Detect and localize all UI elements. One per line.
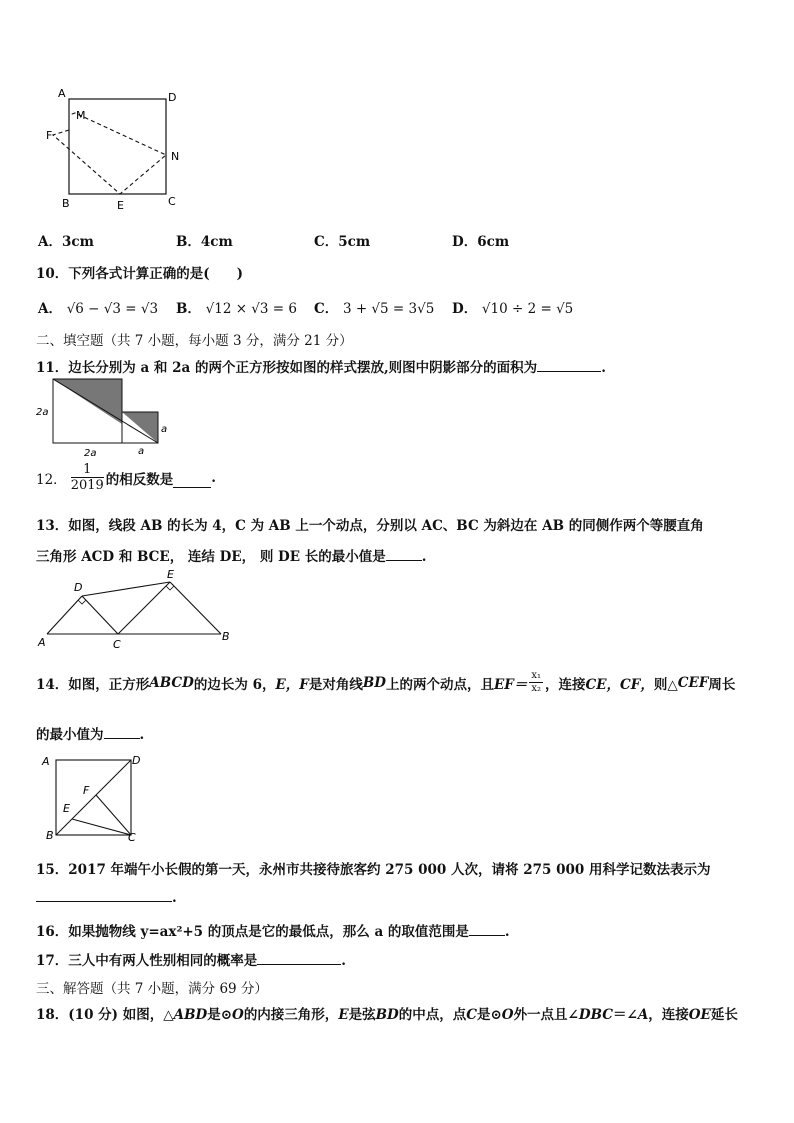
q10-option-a[interactable] bbox=[38, 297, 158, 317]
q12-number: 12． bbox=[36, 471, 67, 488]
q10-option-a-expr: √6 − √3 = √3 bbox=[66, 301, 159, 317]
q11-label-2a-left: 2a bbox=[36, 407, 49, 418]
q13-answer-blank[interactable] bbox=[386, 548, 422, 561]
q18-p1: 18．(10 分) 如图，△ bbox=[36, 1007, 174, 1023]
q16-stem bbox=[36, 920, 510, 940]
q14-frac-num: x₁ bbox=[531, 670, 542, 681]
q18-p10: 延长 bbox=[710, 1007, 738, 1023]
q14-abcd: ABCD bbox=[149, 674, 194, 691]
q9-option-c[interactable]: C．5cm bbox=[314, 234, 371, 250]
q14-fraction bbox=[529, 670, 543, 695]
q13-line-2 bbox=[36, 545, 426, 565]
q18-p9: ，连接 bbox=[648, 1007, 689, 1023]
q10-option-b[interactable] bbox=[176, 297, 297, 317]
label-d: D bbox=[168, 91, 177, 104]
q12-denominator: 2019 bbox=[70, 478, 104, 493]
q18-stem bbox=[36, 1003, 738, 1023]
label-m: M bbox=[76, 109, 86, 122]
q18-p6: 是⊙ bbox=[476, 1007, 502, 1023]
q12-answer-blank[interactable] bbox=[173, 475, 211, 488]
q9-option-d[interactable]: D．6cm bbox=[452, 234, 510, 250]
q10-option-b-letter: B． bbox=[176, 301, 201, 317]
q14-part3: 是对角线 bbox=[308, 676, 363, 693]
q16-text: 16．如果抛物线 y=ax²+5 的顶点是它的最低点，那么 a 的取值范围是 bbox=[36, 924, 469, 940]
q13-label-a: A bbox=[38, 636, 46, 649]
q13-label-b: B bbox=[222, 630, 230, 643]
q18-e: E bbox=[338, 1007, 349, 1023]
q14-label-f: F bbox=[83, 784, 90, 797]
section-3-heading: 三、解答题（共 7 小题，满分 69 分） bbox=[36, 981, 268, 997]
q14-label-e: E bbox=[63, 802, 70, 815]
q18-p3: 的内接三角形， bbox=[243, 1007, 339, 1023]
q10-option-c-letter: C． bbox=[314, 301, 339, 317]
q14-part7: 周长 bbox=[708, 676, 736, 693]
q14-frac-den: x₂ bbox=[531, 683, 542, 694]
q10-option-b-expr: √12 × √3 = 6 bbox=[205, 301, 297, 317]
q14-figure bbox=[36, 752, 146, 844]
q15-line-2 bbox=[36, 889, 177, 906]
q17-end: . bbox=[341, 953, 346, 969]
q16-answer-blank[interactable] bbox=[469, 923, 505, 936]
q13-label-e: E bbox=[167, 568, 174, 581]
q14-eq: EF＝ bbox=[493, 676, 528, 693]
q10-option-d-letter: D． bbox=[452, 301, 478, 317]
q11-stem bbox=[36, 356, 606, 376]
q11-label-2a-bottom: 2a bbox=[84, 448, 97, 459]
q12-stem bbox=[36, 462, 216, 493]
q14-answer-blank[interactable] bbox=[104, 726, 140, 739]
q14-part2: 的边长为 6， bbox=[193, 676, 276, 693]
q14-part6: 则△ bbox=[653, 676, 678, 693]
label-e: E bbox=[117, 199, 124, 212]
q9-figure bbox=[40, 85, 200, 215]
q18-p7: 外一点且∠ bbox=[513, 1007, 579, 1023]
q17-stem bbox=[36, 949, 346, 969]
q18-abd: ABD bbox=[173, 1007, 208, 1023]
q12-fraction bbox=[71, 462, 104, 493]
q17-text: 17．三人中有两人性别相同的概率是 bbox=[36, 953, 258, 969]
q14-end: . bbox=[139, 727, 145, 743]
q13-end: . bbox=[421, 549, 427, 565]
q14-ef: E，F bbox=[275, 676, 309, 693]
section-2-heading: 二、填空题（共 7 小题，每小题 3 分，满分 21 分） bbox=[36, 333, 353, 349]
q18-o2: O bbox=[501, 1007, 514, 1023]
q13-line-1: 13．如图，线段 AB 的长为 4，C 为 AB 上一个动点，分别以 AC、BC 为斜边在 AB 的同侧作两个等腰直角 bbox=[36, 518, 704, 534]
q18-p8: ＝∠ bbox=[613, 1007, 638, 1023]
q11-figure bbox=[34, 374, 174, 460]
q11-label-a-bottom: a bbox=[138, 446, 145, 457]
label-a: A bbox=[58, 87, 66, 100]
q10-option-d[interactable] bbox=[452, 297, 573, 317]
q14-part4: 上的两个动点，且 bbox=[385, 676, 494, 693]
q10-option-a-letter: A． bbox=[38, 301, 62, 317]
q18-a: A bbox=[637, 1007, 649, 1023]
q12-numerator: 1 bbox=[71, 462, 104, 478]
q14-label-d: D bbox=[132, 754, 141, 767]
label-c: C bbox=[168, 195, 176, 208]
q18-p4: 是弦 bbox=[348, 1007, 376, 1023]
q16-end: . bbox=[504, 924, 510, 940]
label-f: F bbox=[46, 129, 53, 142]
label-n: N bbox=[171, 150, 180, 163]
q14-label-b: B bbox=[46, 829, 54, 842]
q13-figure bbox=[34, 566, 244, 650]
q14-bd: BD bbox=[362, 674, 386, 691]
q14-cef: CEF bbox=[677, 674, 709, 691]
q11-answer-blank[interactable] bbox=[537, 359, 601, 372]
q14-part5: ，连接 bbox=[545, 676, 586, 693]
q15-end: . bbox=[172, 890, 177, 906]
q18-p2: 是⊙ bbox=[207, 1007, 233, 1023]
q14-label-c: C bbox=[128, 831, 136, 844]
q17-answer-blank[interactable] bbox=[257, 952, 341, 965]
q18-c: C bbox=[466, 1007, 477, 1023]
q9-option-a[interactable]: A．3cm bbox=[38, 234, 94, 250]
q18-o1: O bbox=[232, 1007, 244, 1023]
q14-stem bbox=[36, 670, 735, 695]
q14-label-a: A bbox=[42, 755, 50, 768]
q10-option-c[interactable] bbox=[314, 297, 434, 317]
q15-answer-blank[interactable] bbox=[36, 889, 172, 902]
q14-text: 的最小值为 bbox=[36, 727, 104, 743]
q12-end: . bbox=[211, 469, 216, 486]
q14-part1: 14．如图，正方形 bbox=[36, 676, 150, 693]
q14-line-2 bbox=[36, 723, 144, 743]
q13-text: 三角形 ACD 和 BCE， 连结 DE， 则 DE 长的最小值是 bbox=[36, 549, 386, 565]
q11-text: 11．边长分别为 a 和 2a 的两个正方形按如图的样式摆放,则图中阴影部分的面积为 bbox=[36, 360, 538, 376]
q12-text: 的相反数是 bbox=[105, 471, 174, 488]
q18-p5: 的中点，点 bbox=[398, 1007, 467, 1023]
q18-bd: BD bbox=[375, 1007, 399, 1023]
q13-label-c: C bbox=[113, 638, 121, 650]
q11-label-a-right: a bbox=[161, 424, 168, 435]
q10-stem: 10．下列各式计算正确的是( ) bbox=[36, 266, 244, 282]
q15-line-1: 15．2017 年端午小长假的第一天，永州市共接待旅客约 275 000 人次，请将 275 000 用科学记数法表示为 bbox=[36, 862, 711, 878]
q18-oe: OE bbox=[688, 1007, 711, 1023]
q14-ce: CE，CF， bbox=[585, 676, 654, 693]
q9-option-b[interactable]: B．4cm bbox=[176, 234, 233, 250]
q10-option-d-expr: √10 ÷ 2 = √5 bbox=[481, 301, 574, 317]
label-b: B bbox=[62, 197, 70, 210]
q18-dbc: DBC bbox=[578, 1007, 613, 1023]
q13-label-d: D bbox=[74, 581, 83, 594]
q10-option-c-expr: 3 + √5 = 3√5 bbox=[342, 301, 435, 317]
q11-end: . bbox=[601, 360, 606, 376]
